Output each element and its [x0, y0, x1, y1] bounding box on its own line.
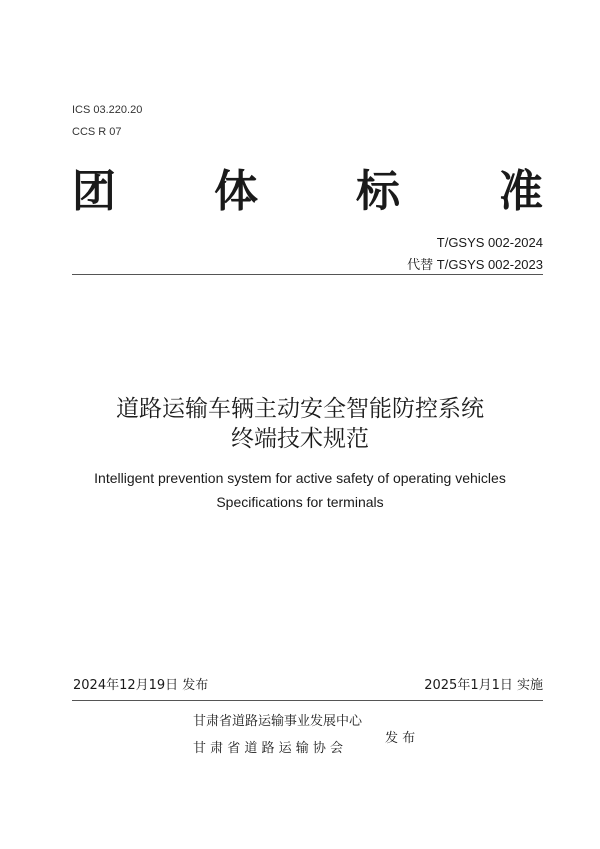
replaces-number: 代替 T/GSYS 002-2023 — [407, 257, 543, 272]
bottom-divider — [72, 700, 543, 701]
standard-number: T/GSYS 002-2024 — [436, 235, 543, 250]
doc-type-char: 准 — [499, 166, 543, 217]
doc-type-char: 标 — [356, 166, 400, 217]
title-en-line1: Intelligent prevention system for active safety of operating vehicles — [94, 470, 506, 486]
title-cn-line2: 终端技术规范 — [231, 426, 369, 452]
top-divider — [72, 274, 543, 275]
doc-type-char: 体 — [214, 166, 258, 217]
doc-type-char: 团 — [72, 166, 116, 217]
release-date: 2024年12月19日 发布 — [73, 678, 209, 693]
title-en-line2: Specifications for terminals — [216, 494, 384, 510]
title-cn-line1: 道路运输车辆主动安全智能防控系统 — [116, 396, 484, 422]
publisher-org2: 甘 肃 省 道 路 运 输 协 会 — [193, 741, 344, 756]
publish-label: 发 布 — [385, 731, 416, 746]
ccs-code: CCS R 07 — [72, 126, 122, 138]
publisher-org1: 甘肃省道路运输事业发展中心 — [193, 714, 363, 729]
ics-code: ICS 03.220.20 — [72, 104, 143, 116]
implement-date: 2025年1月1日 实施 — [424, 678, 543, 693]
